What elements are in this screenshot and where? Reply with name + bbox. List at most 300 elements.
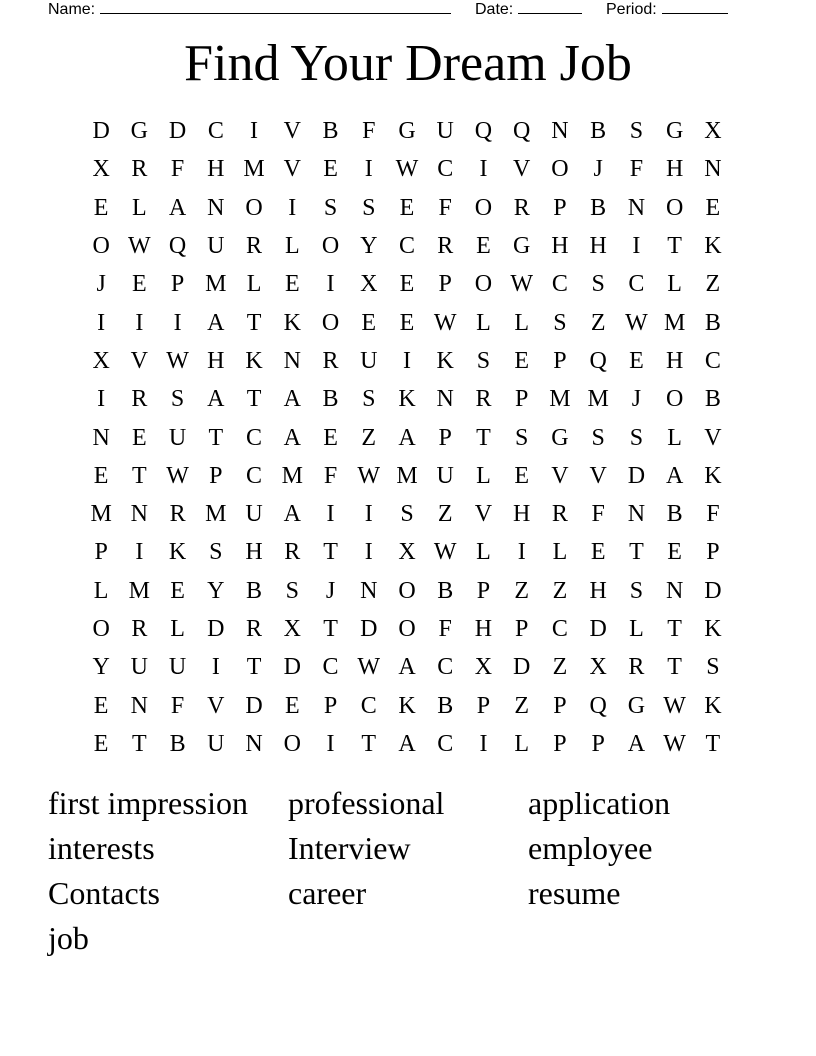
grid-letter[interactable]: E [93, 692, 109, 719]
grid-letter[interactable]: P [438, 424, 452, 451]
grid-letter[interactable]: B [590, 118, 607, 145]
grid-letter[interactable]: C [398, 233, 415, 260]
grid-letter[interactable]: K [704, 692, 722, 719]
grid-letter[interactable]: R [131, 386, 148, 413]
grid-letter[interactable]: E [284, 271, 300, 298]
grid-letter[interactable]: Z [514, 577, 530, 604]
grid-letter[interactable]: N [283, 347, 301, 374]
grid-letter[interactable]: F [362, 118, 376, 145]
grid-letter[interactable]: O [398, 577, 416, 604]
grid-letter[interactable]: Q [168, 233, 187, 260]
grid-letter[interactable]: F [170, 692, 185, 719]
grid-letter[interactable]: S [629, 424, 644, 451]
grid-letter[interactable]: I [250, 118, 259, 145]
grid-letter[interactable]: T [361, 730, 377, 757]
grid-letter[interactable]: W [166, 462, 189, 489]
grid-letter[interactable]: E [514, 347, 530, 374]
grid-letter[interactable]: H [589, 233, 607, 260]
grid-letter[interactable]: C [246, 424, 263, 451]
grid-letter[interactable]: O [321, 233, 340, 260]
date-blank[interactable] [518, 0, 582, 14]
grid-letter[interactable]: E [284, 692, 300, 719]
grid-letter[interactable]: R [246, 616, 263, 642]
grid-letter[interactable]: T [323, 539, 338, 566]
grid-letter[interactable]: N [207, 194, 225, 221]
grid-letter[interactable]: G [513, 233, 531, 260]
grid-letter[interactable]: P [476, 692, 491, 719]
grid-letter[interactable]: I [326, 730, 335, 757]
grid-letter[interactable]: N [627, 501, 646, 528]
grid-letter[interactable]: R [513, 194, 530, 221]
grid-letter[interactable]: L [514, 309, 530, 336]
grid-letter[interactable]: O [245, 194, 263, 221]
grid-letter[interactable]: I [211, 654, 220, 681]
grid-letter[interactable]: P [476, 577, 491, 604]
date-field[interactable] [475, 0, 582, 21]
grid-letter[interactable]: U [436, 118, 454, 145]
grid-letter[interactable]: P [553, 347, 567, 374]
grid-letter[interactable]: A [283, 501, 301, 528]
grid-letter[interactable]: U [436, 462, 454, 489]
grid-letter[interactable]: P [553, 730, 567, 757]
grid-letter[interactable]: S [362, 194, 376, 221]
grid-letter[interactable]: D [627, 462, 646, 489]
grid-letter[interactable]: R [628, 654, 645, 681]
grid-letter[interactable]: D [245, 692, 263, 719]
grid-letter[interactable]: J [325, 577, 336, 604]
period-blank[interactable] [662, 0, 728, 14]
grid-letter[interactable]: Q [513, 118, 531, 145]
grid-letter[interactable]: L [284, 233, 300, 260]
name-label: Name: [48, 1, 96, 18]
grid-letter[interactable]: M [587, 386, 609, 413]
grid-letter[interactable]: K [704, 616, 722, 642]
grid-letter[interactable]: Z [590, 309, 606, 336]
grid-letter[interactable]: H [245, 539, 263, 566]
grid-letter[interactable]: T [667, 233, 682, 260]
grid-letter[interactable]: L [476, 309, 491, 336]
grid-letter[interactable]: A [207, 386, 225, 413]
grid-letter[interactable]: N [665, 577, 684, 604]
grid-letter[interactable]: C [360, 692, 377, 719]
grid-letter[interactable]: S [553, 309, 567, 336]
grid-letter[interactable]: M [663, 309, 686, 336]
grid-letter[interactable]: P [553, 194, 567, 221]
grid-letter[interactable]: D [168, 118, 187, 145]
grid-letter[interactable]: Z [437, 501, 453, 528]
grid-letter[interactable]: R [284, 539, 301, 566]
grid-letter[interactable]: V [513, 156, 531, 183]
grid-letter[interactable]: W [128, 233, 151, 260]
grid-row [82, 610, 732, 648]
grid-letter[interactable]: V [474, 501, 493, 528]
grid-letter[interactable]: V [130, 347, 149, 374]
grid-letter[interactable]: H [513, 501, 531, 528]
grid-letter[interactable]: V [283, 156, 301, 183]
grid-letter[interactable]: V [283, 118, 301, 145]
grid-letter[interactable]: P [438, 271, 452, 298]
grid-letter[interactable]: Q [589, 347, 607, 374]
grid-letter[interactable]: R [475, 386, 492, 413]
grid-letter[interactable]: I [402, 347, 411, 374]
grid-letter[interactable]: A [398, 730, 416, 757]
grid-letter[interactable]: E [629, 347, 644, 374]
grid-letter[interactable]: J [96, 271, 106, 298]
grid-letter[interactable]: C [207, 118, 224, 145]
grid-letter[interactable]: U [360, 347, 378, 374]
grid-letter[interactable]: R [437, 233, 454, 260]
grid-letter[interactable]: A [168, 194, 187, 221]
name-blank[interactable] [100, 0, 451, 14]
grid-letter[interactable]: U [168, 654, 187, 681]
grid-letter[interactable]: P [323, 692, 338, 719]
grid-letter[interactable]: O [321, 309, 340, 336]
grid-letter[interactable]: P [209, 462, 223, 489]
grid-letter[interactable]: R [246, 233, 263, 260]
grid-letter[interactable]: K [168, 539, 187, 566]
grid-letter[interactable]: I [135, 309, 144, 336]
grid-letter[interactable]: I [479, 156, 488, 183]
grid-letter[interactable]: W [166, 347, 189, 374]
grid-letter[interactable]: N [130, 692, 149, 719]
grid-letter[interactable]: L [552, 539, 568, 566]
grid-row [82, 725, 732, 763]
grid-letter[interactable]: B [590, 194, 607, 221]
grid-letter[interactable]: P [706, 539, 720, 566]
grid-letter[interactable]: B [322, 386, 339, 413]
grid-letter[interactable]: L [170, 616, 185, 642]
grid-letter[interactable]: C [322, 654, 339, 681]
grid-letter[interactable]: Z [514, 692, 530, 719]
grid-letter[interactable]: Z [552, 654, 568, 681]
grid-letter[interactable]: D [92, 118, 110, 145]
grid-letter[interactable]: P [553, 692, 567, 719]
grid-letter[interactable]: Q [589, 692, 607, 719]
grid-letter[interactable]: B [666, 501, 683, 528]
grid-letter[interactable]: W [395, 156, 419, 183]
grid-letter[interactable]: E [93, 194, 109, 221]
grid-letter[interactable]: C [704, 347, 721, 374]
grid-letter[interactable]: D [207, 616, 225, 642]
grid-letter[interactable]: W [663, 692, 686, 719]
grid-letter[interactable]: T [246, 654, 262, 681]
grid-letter[interactable]: A [283, 424, 301, 451]
grid-letter[interactable]: I [97, 386, 106, 413]
grid-letter[interactable]: E [705, 194, 721, 221]
grid-letter[interactable]: K [704, 233, 722, 260]
grid-letter[interactable]: S [591, 271, 605, 298]
grid-letter[interactable]: N [130, 501, 149, 528]
grid-letter[interactable]: E [93, 462, 109, 489]
grid-letter[interactable]: W [433, 309, 457, 336]
grid-letter[interactable]: X [398, 539, 416, 566]
grid-letter[interactable]: W [625, 309, 648, 336]
grid-letter[interactable]: H [551, 233, 569, 260]
grid-letter[interactable]: B [322, 118, 339, 145]
grid-letter[interactable]: L [476, 539, 491, 566]
grid-letter[interactable]: N [627, 194, 646, 221]
grid-letter[interactable]: E [514, 462, 530, 489]
grid-letter[interactable]: G [627, 692, 646, 719]
grid-letter[interactable]: I [632, 233, 641, 260]
grid-letter[interactable]: X [360, 271, 378, 298]
grid-letter[interactable]: C [437, 730, 454, 757]
grid-letter[interactable]: M [243, 156, 265, 183]
grid-letter[interactable]: D [589, 616, 607, 642]
grid-letter[interactable]: V [704, 424, 722, 451]
grid-letter[interactable]: U [130, 654, 149, 681]
grid-letter[interactable]: I [326, 271, 335, 298]
grid-letter[interactable]: T [246, 386, 262, 413]
grid-letter[interactable]: Y [360, 233, 378, 260]
grid-letter[interactable]: A [665, 462, 684, 489]
grid-letter[interactable]: J [631, 386, 642, 413]
grid-letter[interactable]: N [92, 424, 110, 451]
grid-letter[interactable]: A [398, 654, 416, 681]
grid-letter[interactable]: S [400, 501, 414, 528]
grid-letter[interactable]: B [246, 577, 263, 604]
grid-letter[interactable]: W [433, 539, 457, 566]
grid-letter[interactable]: R [131, 156, 148, 183]
grid-letter[interactable]: W [357, 462, 381, 489]
grid-letter[interactable]: X [704, 118, 722, 145]
grid-letter[interactable]: D [704, 577, 722, 604]
grid-letter[interactable]: M [396, 462, 418, 489]
grid-letter[interactable]: I [479, 730, 488, 757]
grid-letter[interactable]: E [399, 271, 415, 298]
grid-letter[interactable]: O [474, 271, 493, 298]
grid-letter[interactable]: C [551, 271, 568, 298]
grid-letter[interactable]: Y [92, 654, 110, 681]
grid-letter[interactable]: F [629, 156, 644, 183]
name-field[interactable] [48, 0, 451, 21]
grid-letter[interactable]: G [398, 118, 416, 145]
grid-letter[interactable]: V [589, 462, 607, 489]
grid-letter[interactable]: M [90, 501, 112, 528]
grid-letter[interactable]: B [704, 309, 721, 336]
grid-letter[interactable]: C [551, 616, 568, 642]
grid-letter[interactable]: S [362, 386, 376, 413]
grid-letter[interactable]: I [517, 539, 526, 566]
grid-letter[interactable]: D [513, 654, 531, 681]
grid-letter[interactable]: I [364, 539, 373, 566]
grid-letter[interactable]: O [283, 730, 301, 757]
grid-letter[interactable]: C [437, 156, 454, 183]
grid-letter[interactable]: H [207, 156, 225, 183]
grid-letter[interactable]: W [510, 271, 534, 298]
grid-letter[interactable]: E [590, 539, 606, 566]
grid-letter[interactable]: O [398, 616, 416, 642]
grid-letter[interactable]: E [476, 233, 491, 260]
grid-letter[interactable]: S [706, 654, 720, 681]
grid-letter[interactable]: I [364, 501, 373, 528]
grid-letter[interactable]: P [94, 539, 108, 566]
grid-letter[interactable]: Q [474, 118, 493, 145]
grid-letter[interactable]: U [207, 730, 225, 757]
grid-letter[interactable]: K [436, 347, 454, 374]
grid-letter[interactable]: E [93, 730, 109, 757]
grid-letter[interactable]: O [665, 194, 684, 221]
grid-letter[interactable]: U [207, 233, 225, 260]
grid-letter[interactable]: E [170, 577, 185, 604]
grid-letter[interactable]: M [205, 501, 227, 528]
grid-letter[interactable]: N [704, 156, 722, 183]
grid-letter[interactable]: L [246, 271, 262, 298]
grid-letter[interactable]: K [704, 462, 722, 489]
grid-letter[interactable]: T [667, 616, 682, 642]
grid-letter[interactable]: L [132, 194, 147, 221]
grid-letter[interactable]: H [665, 156, 684, 183]
grid-letter[interactable]: R [169, 501, 186, 528]
grid-letter[interactable]: T [132, 462, 147, 489]
grid-letter[interactable]: I [364, 156, 373, 183]
grid-letter[interactable]: T [705, 730, 721, 757]
grid-letter[interactable]: D [283, 654, 301, 681]
grid-letter[interactable]: S [323, 194, 338, 221]
grid-letter[interactable]: E [323, 156, 338, 183]
grid-letter[interactable]: X [92, 347, 110, 374]
grid-letter[interactable]: Y [207, 577, 225, 604]
grid-letter[interactable]: E [399, 194, 415, 221]
grid-letter[interactable]: B [437, 577, 454, 604]
grid-letter[interactable]: K [283, 309, 301, 336]
grid-letter[interactable]: O [551, 156, 569, 183]
grid-letter[interactable]: C [628, 271, 645, 298]
grid-letter[interactable]: L [514, 730, 530, 757]
grid-letter[interactable]: G [551, 424, 569, 451]
grid-letter[interactable]: Z [552, 577, 568, 604]
grid-letter[interactable]: F [323, 462, 338, 489]
grid-letter[interactable]: H [589, 577, 607, 604]
grid-letter[interactable]: P [591, 730, 605, 757]
grid-letter[interactable]: Z [361, 424, 377, 451]
grid-letter[interactable]: M [549, 386, 571, 413]
grid-letter[interactable]: V [551, 462, 569, 489]
grid-letter[interactable]: H [474, 616, 493, 642]
grid-letter[interactable]: S [629, 118, 644, 145]
grid-letter[interactable]: A [283, 386, 301, 413]
grid-letter[interactable]: X [589, 654, 607, 681]
word-bank-item: application [528, 785, 671, 821]
grid-letter[interactable]: I [326, 501, 335, 528]
grid-letter[interactable]: V [207, 692, 225, 719]
grid-letter[interactable]: R [322, 347, 339, 374]
grid-letter[interactable]: B [437, 692, 454, 719]
grid-letter[interactable]: T [476, 424, 491, 451]
grid-letter[interactable]: O [92, 616, 110, 642]
grid-letter[interactable]: M [281, 462, 303, 489]
grid-letter[interactable]: N [360, 577, 378, 604]
grid-letter[interactable]: X [92, 156, 110, 183]
grid-letter[interactable]: F [706, 501, 720, 528]
grid-letter[interactable]: K [245, 347, 263, 374]
grid-letter[interactable]: S [629, 577, 644, 604]
grid-letter[interactable]: O [92, 233, 110, 260]
period-field[interactable] [606, 0, 728, 21]
grid-letter[interactable]: O [665, 386, 684, 413]
grid-letter[interactable]: L [476, 462, 491, 489]
grid-letter[interactable]: I [288, 194, 297, 221]
grid-letter[interactable]: X [283, 616, 301, 642]
grid-letter[interactable]: J [593, 156, 603, 183]
grid-letter[interactable]: S [285, 577, 299, 604]
grid-letter[interactable]: M [205, 271, 227, 298]
grid-letter[interactable]: E [399, 309, 415, 336]
grid-letter[interactable]: E [361, 309, 377, 336]
grid-letter[interactable]: F [438, 616, 452, 642]
grid-letter[interactable]: C [437, 654, 454, 681]
grid-letter[interactable]: T [667, 654, 682, 681]
grid-letter[interactable]: T [132, 730, 147, 757]
grid-letter[interactable]: K [398, 692, 416, 719]
grid-letter[interactable]: P [515, 386, 529, 413]
grid-letter[interactable]: L [629, 616, 644, 642]
grid-letter[interactable]: W [357, 654, 381, 681]
grid-letter[interactable]: H [665, 347, 684, 374]
grid-letter[interactable]: T [629, 539, 644, 566]
grid-letter[interactable]: E [132, 271, 147, 298]
grid-letter[interactable]: X [474, 654, 493, 681]
grid-letter[interactable]: P [515, 616, 529, 642]
grid-letter[interactable]: A [398, 424, 416, 451]
grid-letter[interactable]: L [93, 577, 109, 604]
grid-letter[interactable]: T [208, 424, 224, 451]
grid-letter[interactable]: A [627, 730, 646, 757]
grid-letter[interactable]: S [476, 347, 491, 374]
grid-letter[interactable]: F [591, 501, 605, 528]
grid-letter[interactable]: F [438, 194, 452, 221]
grid-letter[interactable]: R [551, 501, 568, 528]
grid-letter[interactable]: M [128, 577, 151, 604]
grid-letter[interactable]: S [170, 386, 185, 413]
grid-letter[interactable]: L [667, 271, 682, 298]
grid-letter[interactable]: O [474, 194, 493, 221]
grid-letter[interactable]: I [173, 309, 182, 336]
grid-letter[interactable]: G [130, 118, 149, 145]
grid-letter[interactable]: U [245, 501, 263, 528]
grid-letter[interactable]: W [663, 730, 686, 757]
grid-letter[interactable]: E [132, 424, 147, 451]
grid-letter[interactable]: E [323, 424, 338, 451]
grid-letter[interactable]: C [246, 462, 263, 489]
grid-letter[interactable]: G [665, 118, 684, 145]
grid-letter[interactable]: S [591, 424, 605, 451]
grid-letter[interactable]: S [209, 539, 223, 566]
grid-letter[interactable]: E [667, 539, 682, 566]
grid-letter[interactable]: K [398, 386, 416, 413]
grid-letter[interactable]: P [170, 271, 185, 298]
grid-letter[interactable]: B [704, 386, 721, 413]
grid-letter[interactable]: F [170, 156, 185, 183]
grid-letter[interactable]: N [551, 118, 569, 145]
grid-letter[interactable]: U [168, 424, 187, 451]
grid-letter[interactable]: L [667, 424, 682, 451]
grid-letter[interactable]: Z [705, 271, 721, 298]
grid-letter[interactable]: H [207, 347, 225, 374]
grid-letter[interactable]: T [246, 309, 262, 336]
grid-letter[interactable]: R [131, 616, 148, 642]
grid-letter[interactable]: S [515, 424, 529, 451]
grid-letter[interactable]: A [207, 309, 225, 336]
grid-letter[interactable]: N [245, 730, 263, 757]
grid-letter[interactable]: B [169, 730, 186, 757]
grid-letter[interactable]: N [436, 386, 454, 413]
grid-letter[interactable]: D [360, 616, 378, 642]
grid-letter[interactable]: I [97, 309, 106, 336]
grid-letter[interactable]: I [135, 539, 144, 566]
word-bank-item: Interview [288, 830, 411, 866]
grid-letter[interactable]: T [323, 616, 338, 642]
